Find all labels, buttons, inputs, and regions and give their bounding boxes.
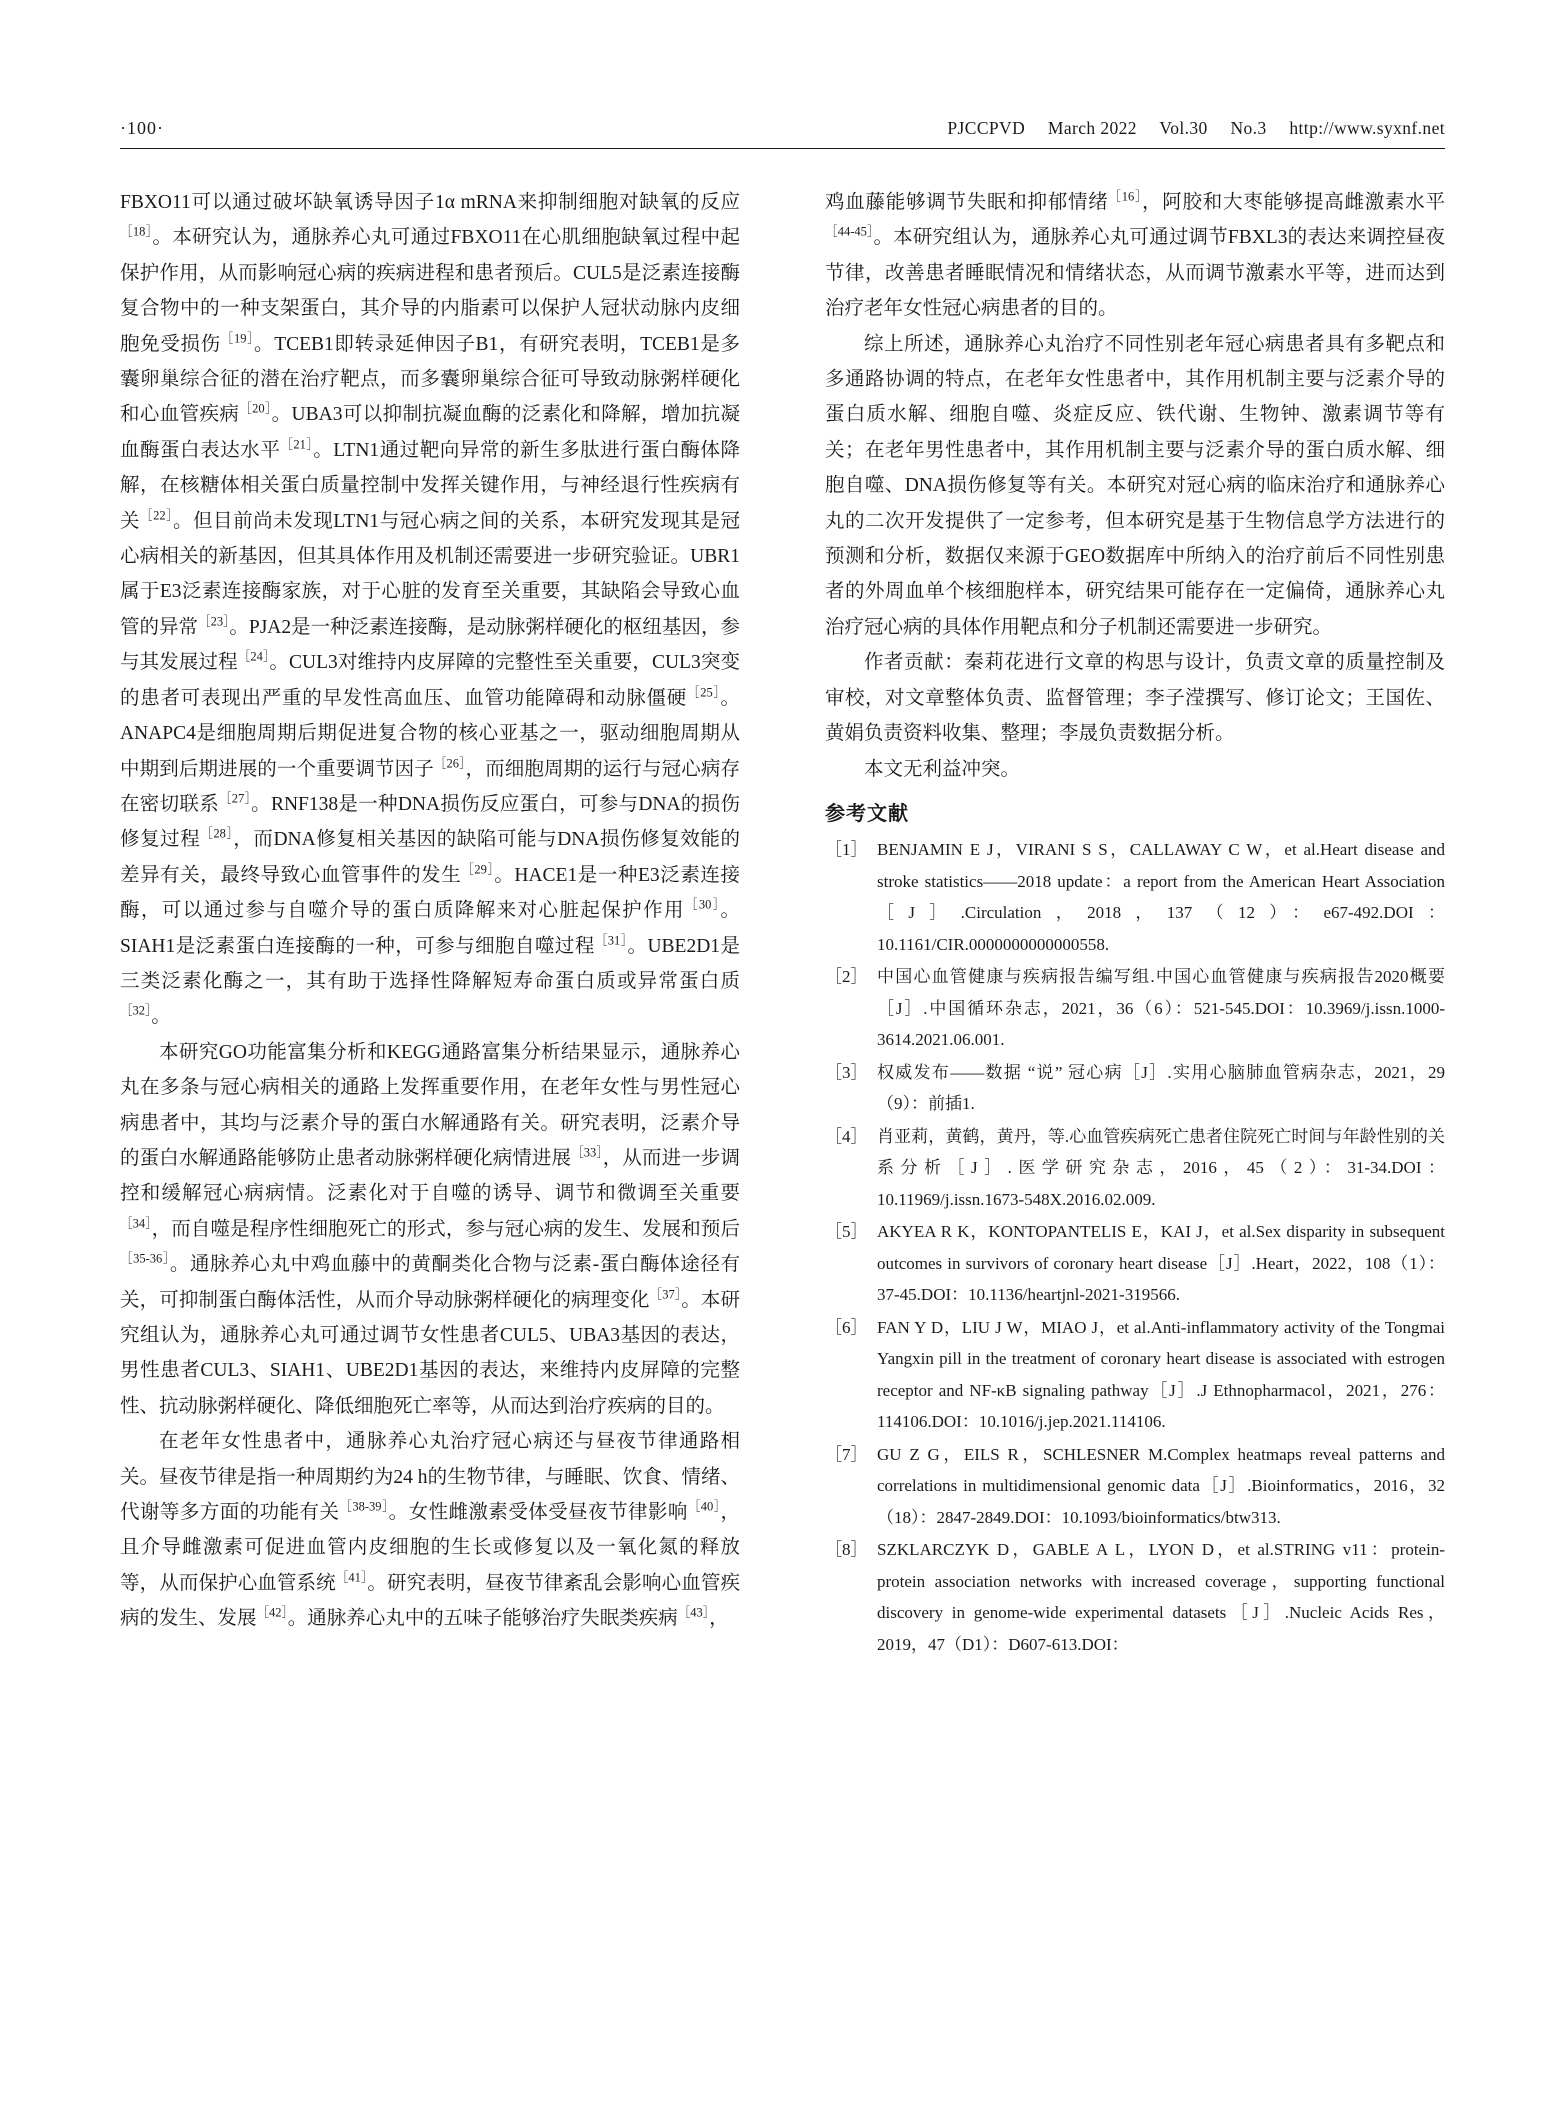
reference-item <box>825 961 1445 1056</box>
references-heading: 参考文献 <box>825 802 909 825</box>
reference-item <box>825 1534 1445 1660</box>
reference-item <box>825 1312 1445 1438</box>
reference-item <box>825 834 1445 960</box>
left-column <box>120 185 740 1637</box>
reference-text: BENJAMIN E J，VIRANI S S，CALLAWAY C W，et al.Heart disease and stroke statistics——2018 update：a report from the American Heart Association［J］.Circulation，2018，137（12）：e67-492.DOI：10.1161/CIR.0000000000000558. <box>877 840 1445 954</box>
reference-text: FAN Y D，LIU J W，MIAO J，et al.Anti-inflammatory activity of the Tongmai Yangxin pill in the treatment of coronary heart disease is associated with estrogen receptor and NF-κB signaling pathway［J］.J Ethnopharmacol，2021，276：114106.DOI：10.1016/j.jep.2021.114106. <box>877 1317 1445 1432</box>
reference-number: ［1］ <box>825 840 868 860</box>
issue-date: March 2022 <box>1047 118 1137 138</box>
journal-abbrev: PJCCPVD <box>947 118 1026 138</box>
paragraph: 综上所述，通脉养心丸治疗不同性别老年冠心病患者具有多靶点和多通路协调的特点，在老年女性患者中，其作用机制主要与泛素介导的蛋白质水解、细胞自噬、炎症反应、铁代谢、生物钟、激素调节等有关；在老年男性患者中，其作用机制主要与泛素介导的蛋白质水解、细胞自噬、DNA损伤修复等有关。本研究对冠心病的临床治疗和通脉养心丸的二次开发提供了一定参考，但本研究是基于生物信息学方法进行的预测和分析，数据仅来源于GEO数据库中所纳入的治疗前后不同性别患者的外周血单个核细胞样本，研究结果可能存在一定偏倚，通脉养心丸治疗冠心病的具体作用靶点和分子机制还需要进一步研究。 <box>825 333 1445 638</box>
reference-list <box>825 834 1445 1660</box>
reference-text: SZKLARCZYK D，GABLE A L，LYON D，et al.STRING v11：protein-protein association networks with increased coverage，supporting functional discovery in genome-wide experimental datasets［J］.Nucleic Acids Res，2019，47（D1）：D607-613.DOI： <box>877 1540 1445 1654</box>
paragraph: 鸡血藤能够调节失眠和抑郁情绪$^{[16]}$，阿胶和大枣能够提高雌激素水平$^{[44-45]}$。本研究组认为，通脉养心丸可通过调节FBXL3的表达来调控昼夜节律，改善患者睡眠情况和情绪状态，从而调节激素水平等，进而达到治疗老年女性冠心病患者的目的。 <box>825 189 1445 320</box>
reference-number: ［6］ <box>825 1317 868 1337</box>
reference-number: ［3］ <box>825 1062 868 1082</box>
running-head <box>120 118 1445 139</box>
reference-item <box>825 1216 1445 1311</box>
reference-text: 中国心血管健康与疾病报告编写组.中国心血管健康与疾病报告2020概要［J］.中国循环杂志，2021，36（6）：521-545.DOI：10.3969/j.issn.1000-3614.2021.06.001. <box>877 967 1445 1050</box>
conflict-of-interest: 本文无利益冲突。 <box>864 758 1021 780</box>
reference-number: ［7］ <box>825 1444 868 1464</box>
author-contributions: 作者贡献：秦莉花进行文章的构思与设计，负责文章的质量控制及审校，对文章整体负责、监督管理；李子滢撰写、修订论文；王国佐、黄娟负责资料收集、整理；李晟负责数据分析。 <box>825 652 1445 745</box>
reference-text: GU Z G，EILS R，SCHLESNER M.Complex heatmaps reveal patterns and correlations in multidimensional genomic data［J］.Bioinformatics，2016，32（18）：2847-2849.DOI：10.1093/bioinformatics/btw313. <box>877 1444 1445 1527</box>
reference-number: ［2］ <box>825 967 868 987</box>
paragraph: FBXO11可以通过破坏缺氧诱导因子1α mRNA来抑制细胞对缺氧的反应$^{[18]}$。本研究认为，通脉养心丸可通过FBXO11在心肌细胞缺氧过程中起保护作用，从而影响冠心病的疾病进程和患者预后。CUL5是泛素连接酶复合物中的一种支架蛋白，其介导的内脂素可以保护人冠状动脉内皮细胞免受损伤$^{[19]}$。TCEB1即转录延伸因子B1，有研究表明，TCEB1是多囊卵巢综合征的潜在治疗靶点，而多囊卵巢综合征可导致动脉粥样硬化和心血管疾病$^{[20]}$。UBA3可以抑制抗凝血酶的泛素化和降解，增加抗凝血酶蛋白表达水平$^{[21]}$。LTN1通过靶向异常的新生多肽进行蛋白酶体降解，在核糖体相关蛋白质量控制中发挥关键作用，与神经退行性疾病有关$^{[22]}$。但目前尚未发现LTN1与冠心病之间的关系，本研究发现其是冠心病相关的新基因，但其具体作用及机制还需要进一步研究验证。UBR1属于E3泛素连接酶家族，对于心脏的发育至关重要，其缺陷会导致心血管的异常$^{[23]}$。PJA2是一种泛素连接酶，是动脉粥样硬化的枢纽基因，参与其发展过程$^{[24]}$。CUL3对维持内皮屏障的完整性至关重要，CUL3突变的患者可表现出严重的早发性高血压、血管功能障碍和动脉僵硬$^{[25]}$。ANAPC4是细胞周期后期促进复合物的核心亚基之一，驱动细胞周期从中期到后期进展的一个重要调节因子$^{[26]}$，而细胞周期的运行与冠心病存在密切联系$^{[27]}$。RNF138是一种DNA损伤反应蛋白，可参与DNA的损伤修复过程$^{[28]}$，而DNA修复相关基因的缺陷可能与DNA损伤修复效能的差异有关，最终导致心血管事件的发生$^{[29]}$。HACE1是一种E3泛素连接酶，可以通过参与自噬介导的蛋白质降解来对心脏起保护作用$^{[30]}$。SIAH1是泛素蛋白连接酶的一种，可参与细胞自噬过程$^{[31]}$。UBE2D1是三类泛素化酶之一，其有助于选择性降解短寿命蛋白质或异常蛋白质$^{[32]}$。 <box>120 192 740 1028</box>
reference-text: AKYEA R K，KONTOPANTELIS E，KAI J，et al.Sex disparity in subsequent outcomes in survivors of coronary heart disease［J］.Heart，2022，108（1）：37-45.DOI：10.1136/heartjnl-2021-319566. <box>877 1222 1445 1305</box>
journal-url: http://www.syxnf.net <box>1289 118 1445 138</box>
paragraph: 本研究GO功能富集分析和KEGG通路富集分析结果显示，通脉养心丸在多条与冠心病相关的通路上发挥重要作用，在老年女性与男性冠心病患者中，其均与泛素介导的蛋白水解通路有关。研究表明，泛素介导的蛋白水解通路能够防止患者动脉粥样硬化病情进展$^{[33]}$，从而进一步调控和缓解冠心病病情。泛素化对于自噬的诱导、调节和微调至关重要$^{[34]}$，而自噬是程序性细胞死亡的形式，参与冠心病的发生、发展和预后$^{[35-36]}$。通脉养心丸中鸡血藤中的黄酮类化合物与泛素-蛋白酶体途径有关，可抑制蛋白酶体活性，从而介导动脉粥样硬化的病理变化$^{[37]}$。本研究组认为，通脉养心丸可通过调节女性患者CUL5、UBA3基因的表达，男性患者CUL3、SIAH1、UBE2D1基因的表达，来维持内皮屏障的完整性、抗动脉粥样硬化、降低细胞死亡率等，从而达到治疗疾病的目的。 <box>120 1041 740 1417</box>
right-column <box>825 185 1445 1661</box>
reference-number: ［4］ <box>825 1126 868 1146</box>
paragraph: 在老年女性患者中，通脉养心丸治疗冠心病还与昼夜节律通路相关。昼夜节律是指一种周期约为24 h的生物节律，与睡眠、饮食、情绪、代谢等多方面的功能有关$^{[38-39]}$。女性雌激素受体受昼夜节律影响$^{[40]}$，且介导雌激素可促进血管内皮细胞的生长或修复以及一氧化氮的释放等，从而保护心血管系统$^{[41]}$。研究表明，昼夜节律紊乱会影响心血管疾病的发生、发展$^{[42]}$。通脉养心丸中的五味子能够治疗失眠类疾病$^{[43]}$， <box>120 1431 740 1630</box>
reference-item <box>825 1057 1445 1120</box>
header-divider <box>120 148 1445 149</box>
reference-text: 肖亚莉，黄鹤，黄丹，等.心血管疾病死亡患者住院死亡时间与年龄性别的关系分析［J］.医学研究杂志，2016，45（2）：31-34.DOI：10.11969/j.issn.1673-548X.2016.02.009. <box>877 1126 1445 1209</box>
reference-number: ［5］ <box>825 1222 868 1242</box>
volume: Vol.30 <box>1159 118 1208 138</box>
reference-text: 权威发布——数据 “说” 冠心病［J］.实用心脑肺血管病杂志，2021，29（9）：前插1. <box>877 1062 1445 1114</box>
issue-number: No.3 <box>1230 118 1267 138</box>
reference-number: ［8］ <box>825 1540 868 1560</box>
journal-info <box>947 118 1445 139</box>
reference-item <box>825 1121 1445 1216</box>
page-folio: ·100· <box>120 118 164 138</box>
reference-item <box>825 1439 1445 1534</box>
